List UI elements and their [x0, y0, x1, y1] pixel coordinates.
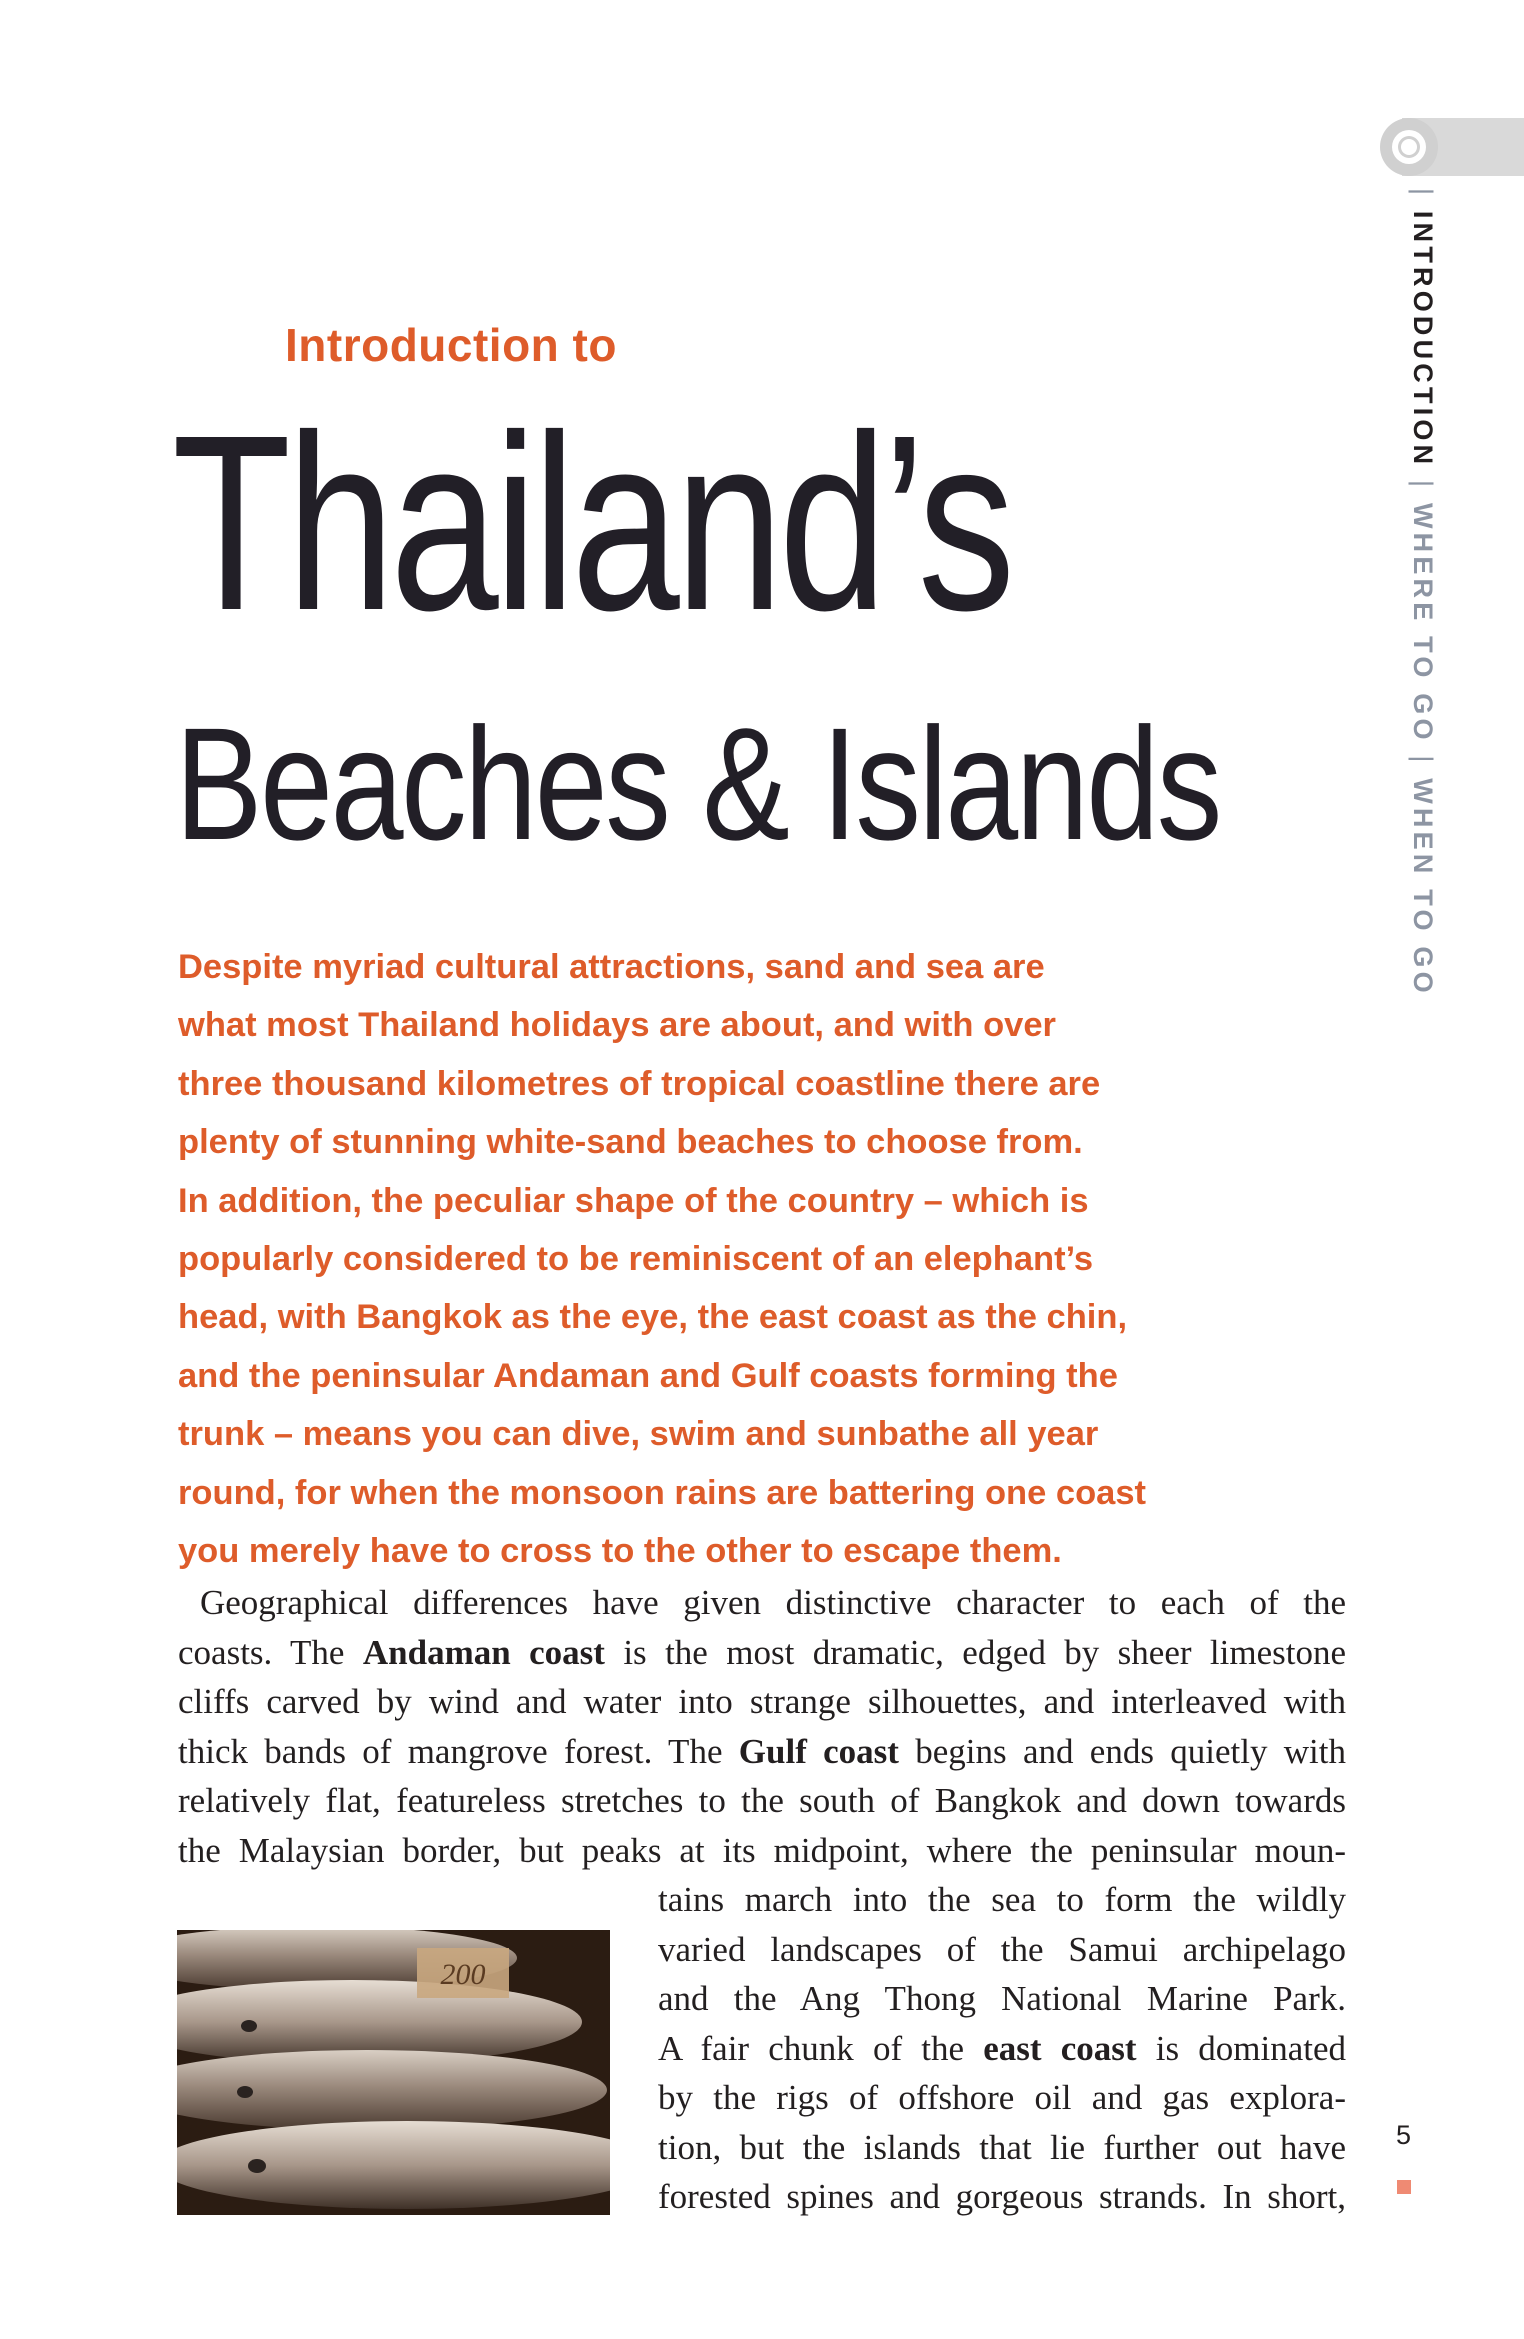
lead-line: you merely have to cross to the other to escape them.	[178, 1532, 1062, 1571]
body-line: Geographical differences have given distinctive character to each of the	[200, 1583, 1346, 1622]
body-line	[658, 2024, 1346, 2074]
body-line: and the Ang Thong National Marine Park.	[658, 1979, 1346, 2018]
pre-title: Introduction to	[285, 319, 617, 371]
body-line: tion, but the islands that lie further out have	[658, 2127, 1346, 2167]
body-text-run: coasts. The	[178, 1632, 363, 1672]
body-line: the Malaysian border, but peaks at its midpoint, where the peninsular moun-	[178, 1830, 1346, 1870]
body-line: varied landscapes of the Samui archipelago	[658, 1929, 1346, 1969]
nav-item-introduction: INTRODUCTION	[1408, 210, 1438, 469]
chapter-tab-circle-icon	[1380, 118, 1438, 176]
lead-line: and the peninsular Andaman and Gulf coasts forming the	[178, 1356, 1118, 1395]
body-text-run: A fair chunk of the	[658, 2028, 984, 2068]
page-subtitle: Beaches & Islands	[175, 694, 1220, 873]
fish-illustration	[177, 1930, 610, 2215]
body-line: cliffs carved by wind and water into strange silhouettes, and interleaved with	[178, 1682, 1346, 1721]
body-text-run: begins and ends quietly with	[898, 1731, 1346, 1771]
body-text-run: is the most dramatic, edged by sheer limestone	[604, 1632, 1346, 1672]
body-line	[178, 1628, 1346, 1678]
nav-separator: |	[1408, 188, 1438, 200]
nav-separator: |	[1408, 480, 1438, 492]
body-line: tains march into the sea to form the wildly	[658, 1880, 1346, 1919]
nav-item-where-to-go: WHERE TO GO	[1408, 502, 1438, 744]
keyword-east-coast: east coast	[983, 2028, 1137, 2068]
body-line: forested spines and gorgeous strands. In short,	[658, 2177, 1346, 2216]
body-line: by the rigs of offshore oil and gas explora-	[658, 2078, 1346, 2117]
keyword-andaman-coast: Andaman coast	[362, 1632, 605, 1672]
page-marker-icon	[1397, 2180, 1411, 2194]
body-text-run: is dominated	[1136, 2028, 1346, 2068]
fish-photo	[177, 1930, 610, 2215]
lead-line: Despite myriad cultural attractions, sand and sea are	[178, 948, 1045, 986]
lead-line: head, with Bangkok as the eye, the east coast as the chin,	[178, 1298, 1128, 1337]
lead-line: plenty of stunning white-sand beaches to choose from.	[178, 1123, 1083, 1162]
lead-line: what most Thailand holidays are about, and with over	[178, 1006, 1056, 1045]
price-tag-text: 200	[440, 1958, 486, 1991]
body-line: relatively flat, featureless stretches to the south of Bangkok and down towards	[178, 1781, 1346, 1820]
body-line	[178, 1727, 1346, 1777]
lead-paragraph	[178, 938, 1318, 1580]
lead-line: round, for when the monsoon rains are battering one coast	[178, 1473, 1147, 1512]
keyword-gulf-coast: Gulf coast	[738, 1731, 899, 1771]
nav-separator: |	[1408, 755, 1438, 767]
lead-line: three thousand kilometres of tropical coastline there are	[178, 1064, 1101, 1103]
lead-line: popularly considered to be reminiscent of an elephant’s	[178, 1240, 1094, 1279]
section-nav	[1407, 188, 1438, 997]
page-title: Thailand’s	[172, 383, 1011, 662]
lead-line: In addition, the peculiar shape of the country – which is	[178, 1181, 1089, 1220]
body-text-run: thick bands of mangrove forest. The	[178, 1731, 739, 1771]
fish-shape	[177, 2121, 610, 2209]
page-number: 5	[1396, 2120, 1412, 2150]
body-paragraph-wrap	[658, 1875, 1346, 2222]
lead-line: trunk – means you can dive, swim and sunbathe all year	[178, 1415, 1099, 1454]
nav-item-when-to-go: WHEN TO GO	[1408, 778, 1438, 997]
body-paragraph	[178, 1578, 1346, 1875]
